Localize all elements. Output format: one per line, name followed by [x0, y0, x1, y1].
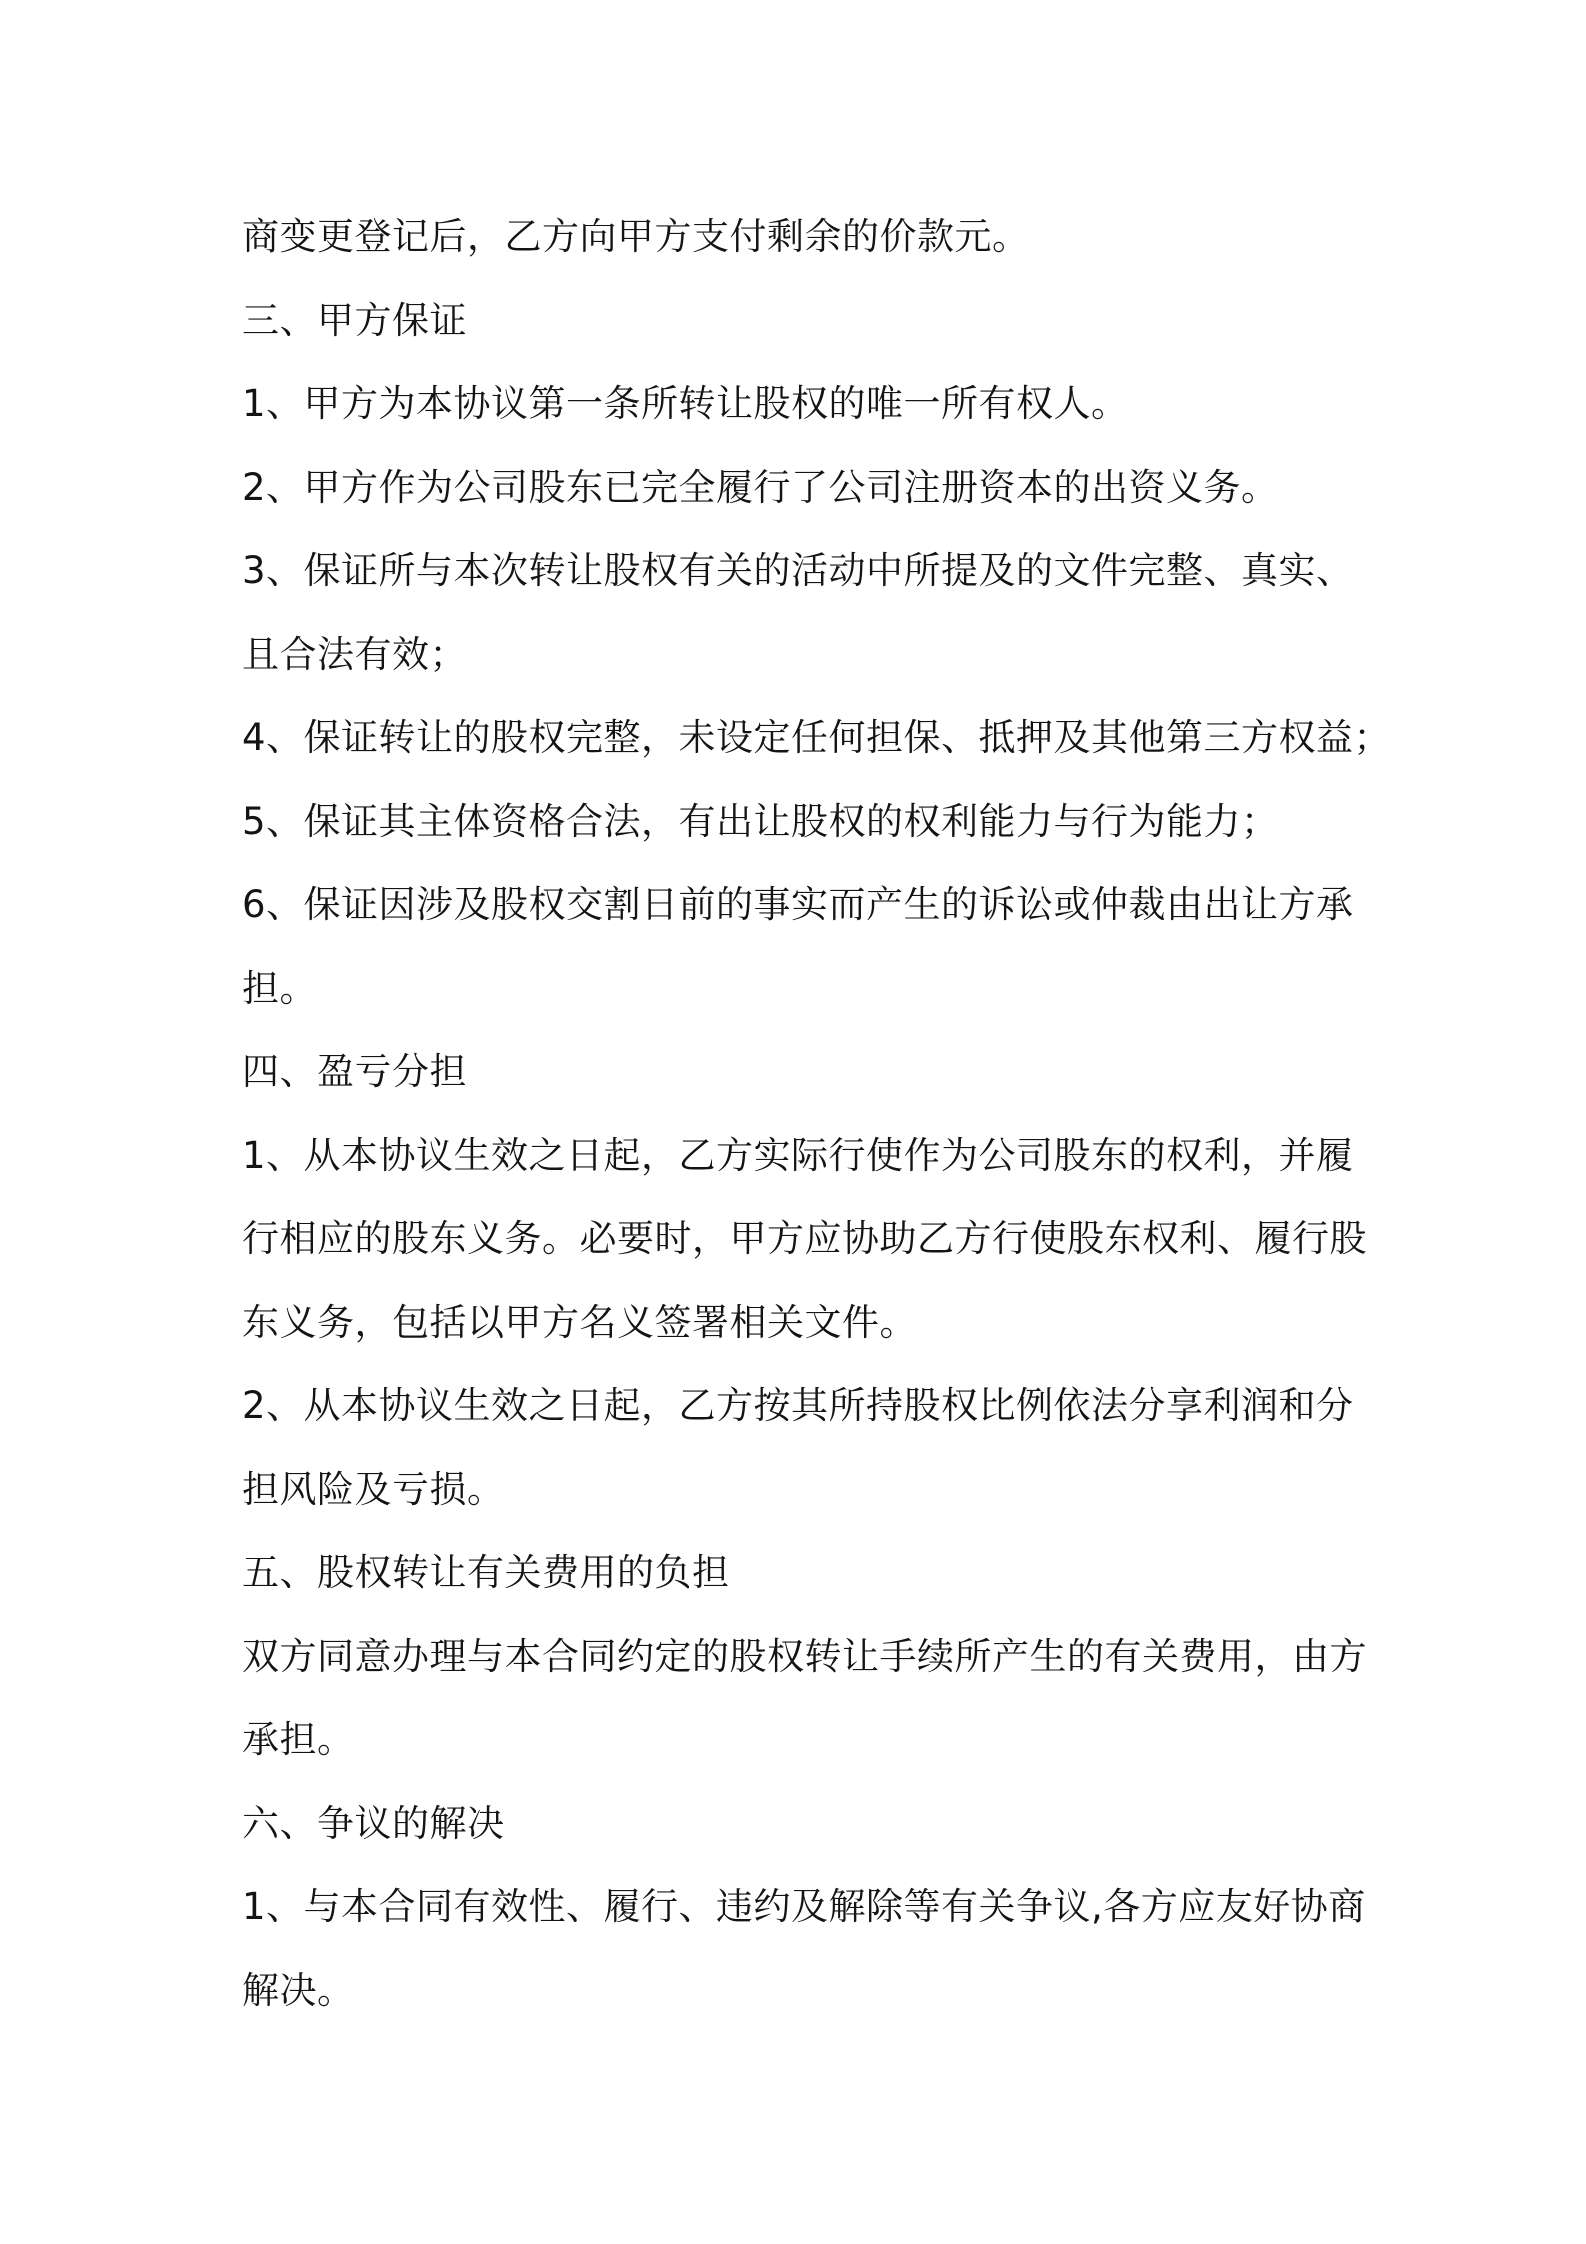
section-heading-fees: 五、股权转让有关费用的负担: [242, 1551, 730, 1594]
section-heading-guarantee: 三、甲方保证: [242, 298, 467, 342]
text-line: 且合法有效；: [242, 632, 467, 676]
text-line: 1、与本合同有效性、履行、违约及解除等有关争议,各方应友好协商: [242, 1885, 1366, 1928]
text-line: 2、甲方作为公司股东已完全履行了公司注册资本的出资义务。: [242, 465, 1279, 509]
text-line: 1、从本协议生效之日起，乙方实际行使作为公司股东的权利，并履: [242, 1133, 1354, 1177]
text-line: 6、保证因涉及股权交割日前的事实而产生的诉讼或仲裁由出让方承: [242, 883, 1354, 926]
text-line: 3、保证所与本次转让股权有关的活动中所提及的文件完整、真实、: [242, 549, 1354, 592]
text-line: 担。: [242, 966, 317, 1010]
document-body: [242, 195, 1392, 2032]
text-line: 4、保证转让的股权完整，未设定任何担保、抵押及其他第三方权益；: [242, 716, 1392, 759]
text-line: 双方同意办理与本合同约定的股权转让手续所产生的有关费用，由方: [242, 1634, 1367, 1678]
text-line: 东义务，包括以甲方名义签署相关文件。: [242, 1300, 917, 1344]
text-line: 商变更登记后，乙方向甲方支付剩余的价款元。: [242, 215, 1030, 258]
section-heading-dispute: 六、争议的解决: [242, 1801, 505, 1845]
text-line: 1、甲方为本协议第一条所转让股权的唯一所有权人。: [242, 382, 1129, 425]
text-line: 5、保证其主体资格合法，有出让股权的权利能力与行为能力；: [242, 799, 1279, 843]
section-heading-profit-loss: 四、盈亏分担: [242, 1050, 467, 1093]
text-line: 承担。: [242, 1718, 355, 1761]
text-line: 解决。: [242, 1968, 355, 2012]
text-line: 担风险及亏损。: [242, 1467, 505, 1511]
text-line: 行相应的股东义务。必要时，甲方应协助乙方行使股东权利、履行股: [242, 1217, 1367, 1260]
text-line: 2、从本协议生效之日起，乙方按其所持股权比例依法分享利润和分: [242, 1384, 1354, 1427]
